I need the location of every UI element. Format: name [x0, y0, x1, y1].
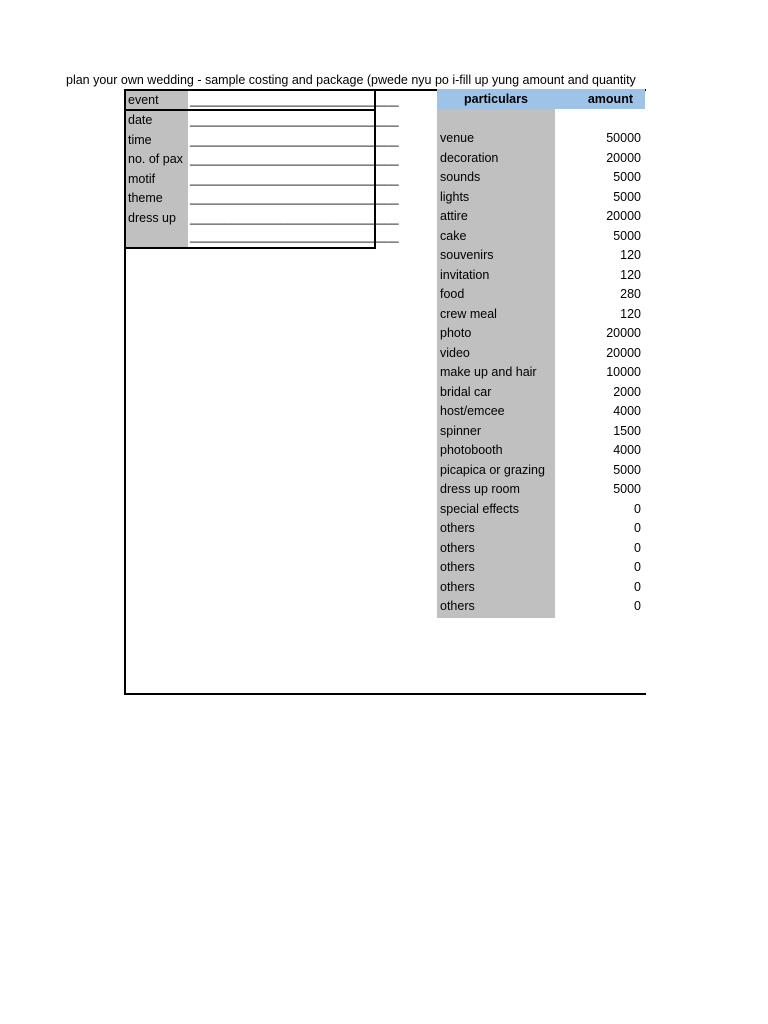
info-label: theme — [128, 191, 163, 205]
info-input-line[interactable]: ______________________________ — [190, 191, 399, 205]
item-amount[interactable]: 0 — [634, 521, 641, 535]
item-amount[interactable]: 5000 — [613, 482, 641, 496]
item-amount[interactable]: 50000 — [606, 131, 641, 145]
info-input-line[interactable]: ______________________________ — [190, 171, 399, 186]
costing-row — [437, 480, 645, 500]
item-name: dress up room — [440, 482, 520, 496]
costing-row — [437, 344, 645, 364]
item-name: bridal car — [440, 384, 492, 399]
item-name: spinner — [440, 423, 481, 438]
costing-row — [437, 324, 645, 344]
item-amount[interactable]: 5000 — [613, 462, 641, 477]
costing-row — [437, 246, 645, 266]
item-name: food — [440, 287, 465, 301]
item-name: decoration — [440, 150, 499, 165]
amount-header: amount — [587, 92, 633, 106]
item-name: others — [440, 599, 475, 613]
info-input-line[interactable]: ______________________________ — [190, 210, 399, 225]
costing-list — [437, 129, 645, 617]
info-row-dress-up — [126, 209, 399, 228]
item-name: attire — [440, 209, 468, 223]
info-label: date — [128, 113, 153, 127]
item-name: crew meal — [440, 306, 497, 321]
item-amount[interactable]: 20000 — [606, 209, 641, 223]
item-amount[interactable]: 2000 — [613, 384, 641, 399]
costing-row — [437, 188, 645, 208]
item-amount[interactable]: 20000 — [606, 150, 641, 165]
costing-row — [437, 305, 645, 325]
info-input-line[interactable]: ______________________________ — [190, 93, 399, 107]
costing-row — [437, 441, 645, 461]
costing-row — [437, 422, 645, 442]
item-name: picapica or grazing — [440, 462, 545, 477]
item-amount[interactable]: 120 — [620, 248, 641, 262]
costing-row — [437, 363, 645, 383]
event-info-box — [124, 89, 399, 249]
item-amount[interactable]: 1500 — [613, 423, 641, 438]
info-label: no. of pax — [128, 152, 183, 166]
item-amount[interactable]: 0 — [634, 599, 641, 613]
costing-row — [437, 539, 645, 559]
item-name: make up and hair — [440, 365, 537, 379]
info-label: motif — [128, 171, 156, 186]
costing-row — [437, 558, 645, 578]
item-name: others — [440, 579, 475, 594]
item-amount[interactable]: 5000 — [613, 170, 641, 184]
info-label: dress up — [128, 210, 176, 225]
costing-row — [437, 168, 645, 188]
item-amount[interactable]: 0 — [634, 560, 641, 574]
item-amount[interactable]: 0 — [634, 501, 641, 516]
item-name: venue — [440, 131, 475, 145]
item-name: others — [440, 540, 475, 555]
info-row-pax — [126, 150, 399, 169]
info-row-blank — [126, 227, 399, 246]
item-amount[interactable]: 0 — [634, 540, 641, 555]
costing-row — [437, 500, 645, 520]
info-label: event — [128, 93, 159, 107]
item-name: others — [440, 521, 475, 535]
costing-row — [437, 597, 645, 617]
item-amount[interactable]: 20000 — [606, 326, 641, 340]
costing-row — [437, 266, 645, 286]
item-name: invitation — [440, 267, 490, 282]
item-name: photobooth — [440, 443, 503, 457]
costing-row — [437, 519, 645, 539]
costing-row — [437, 461, 645, 481]
item-name: special effects — [440, 501, 519, 516]
costing-row — [437, 129, 645, 149]
item-amount[interactable]: 120 — [620, 267, 641, 282]
costing-row — [437, 227, 645, 247]
costing-row — [437, 285, 645, 305]
item-name: lights — [440, 189, 470, 204]
info-label: time — [128, 132, 152, 147]
item-amount[interactable]: 120 — [620, 306, 641, 321]
item-amount[interactable]: 20000 — [606, 345, 641, 360]
costing-row — [437, 383, 645, 403]
costing-row — [437, 402, 645, 422]
info-row-date — [126, 111, 399, 130]
item-name: sounds — [440, 170, 481, 184]
item-amount[interactable]: 5000 — [613, 189, 641, 204]
info-row-theme — [126, 189, 399, 208]
sheet-title: plan your own wedding - sample costing and package (pwede nyu po i-fill up yung amount and quantity — [66, 73, 636, 87]
costing-row — [437, 149, 645, 169]
item-name: cake — [440, 228, 467, 243]
item-amount[interactable]: 0 — [634, 579, 641, 594]
item-amount[interactable]: 5000 — [613, 228, 641, 243]
item-name: photo — [440, 326, 472, 340]
item-amount[interactable]: 4000 — [613, 443, 641, 457]
info-input-line[interactable]: ______________________________ — [190, 113, 399, 127]
item-name: others — [440, 560, 475, 574]
item-amount[interactable]: 4000 — [613, 404, 641, 418]
item-name: video — [440, 345, 470, 360]
info-input-line[interactable]: ______________________________ — [190, 132, 399, 147]
info-row-time — [126, 131, 399, 150]
item-name: souvenirs — [440, 248, 494, 262]
particulars-header: particulars — [464, 92, 528, 106]
info-row-event — [126, 91, 399, 110]
item-amount[interactable]: 280 — [620, 287, 641, 301]
info-row-motif — [126, 170, 399, 189]
costing-row — [437, 578, 645, 598]
info-input-line[interactable]: ______________________________ — [190, 152, 399, 166]
costing-row — [437, 207, 645, 227]
item-amount[interactable]: 10000 — [606, 365, 641, 379]
item-name: host/emcee — [440, 404, 505, 418]
info-input-line[interactable]: ______________________________ — [190, 229, 399, 243]
